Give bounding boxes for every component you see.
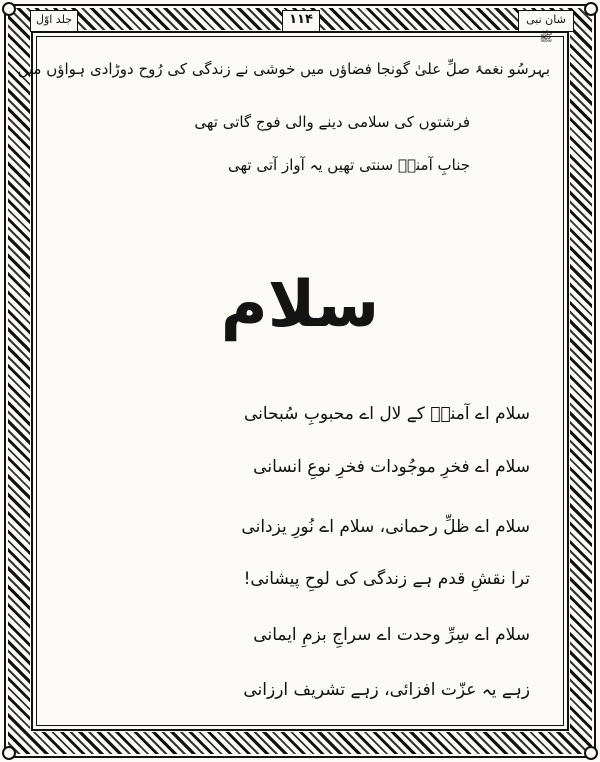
poem-title: سلام — [220, 268, 380, 342]
inner-border-thin — [36, 36, 564, 726]
corner-ornament — [2, 2, 16, 16]
poem-verse: زہے یہ عزّت افزائی، زہے تشریف ارزانی — [243, 680, 530, 700]
corner-ornament — [584, 746, 598, 760]
corner-ornament — [584, 2, 598, 16]
intro-line: فرشتوں کی سلامی دینے والی فوج گاتی تھی — [194, 113, 470, 131]
page-number: ۱۱۴ — [282, 10, 320, 32]
intro-line: بہرسُو نغمۂ صلِّ علیٰ گونجا فضاؤں میں خوشی نے زندگی کی رُوح دوڑادی ہواؤں میں — [17, 60, 550, 78]
corner-ornament — [2, 746, 16, 760]
poem-verse: ترا نقشِ قدم ہے زندگی کی لوحِ پیشانی! — [243, 569, 530, 589]
book-title: شان نبی ﷺ — [518, 10, 574, 32]
poem-verse: سلام اے آمنہؓ کے لال اے محبوبِ سُبحانی — [244, 404, 530, 424]
intro-line: جنابِ آمنہؓ سنتی تھیں یہ آواز آتی تھی — [228, 156, 470, 174]
volume-label: جلد اوّل — [30, 10, 78, 32]
poem-verse: سلام اے سِرِّ وحدت اے سراجِ بزمِ ایمانی — [253, 625, 530, 645]
poem-verse: سلام اے فخرِ موجُودات فخرِ نوعِ انسانی — [253, 457, 530, 477]
poem-verse: سلام اے ظلِّ رحمانی، سلام اے نُورِ یزدانی — [241, 517, 530, 537]
